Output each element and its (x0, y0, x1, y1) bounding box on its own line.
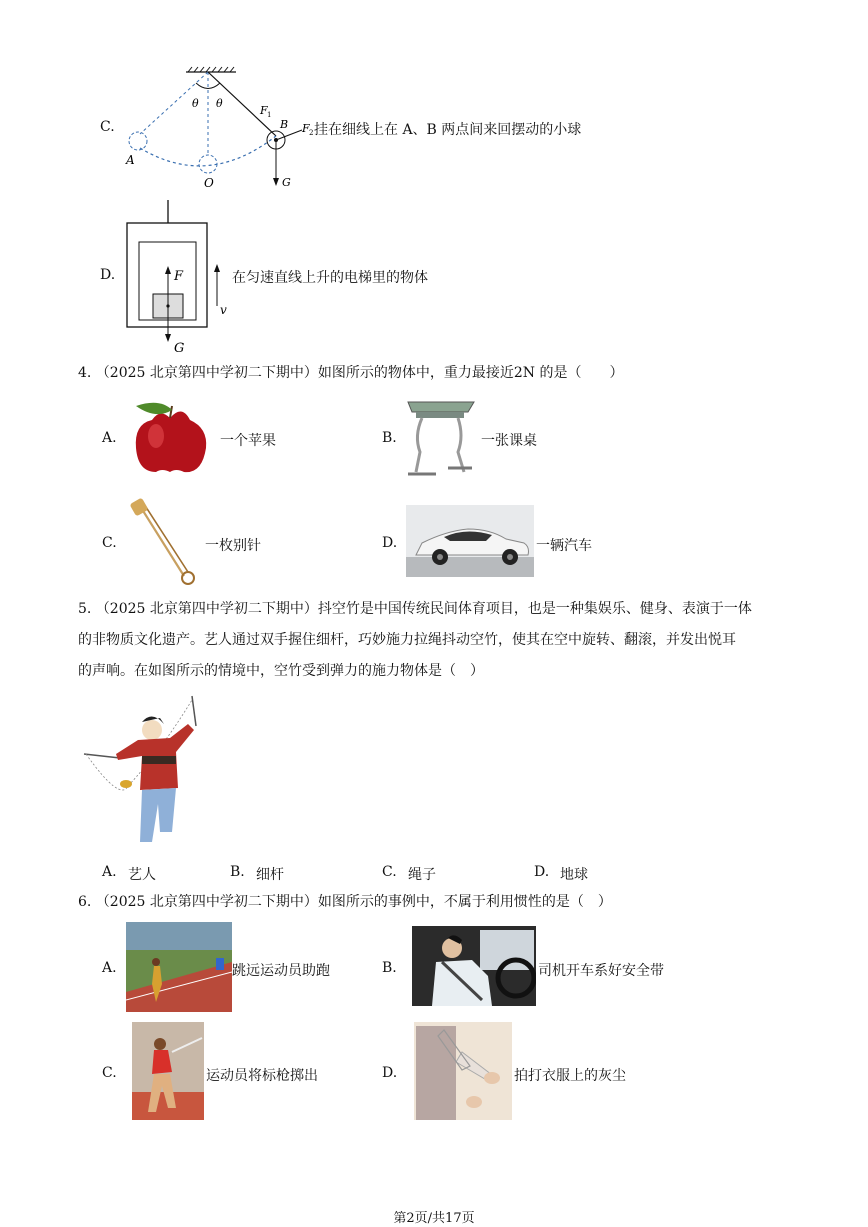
long-jump-image (126, 922, 232, 1012)
q5-option-a-label: A. (102, 864, 117, 880)
javelin-throw-image (132, 1022, 204, 1120)
q5-line-2: 的非物质文化遗产。艺人通过双手握住细杆，巧妙施力拉绳抖动空竹，使其在空中旋转、翻滚，并发出悦耳 (78, 632, 736, 648)
q4-option-a-label: A. (102, 430, 117, 446)
q4-option-d-text: 一辆汽车 (536, 538, 592, 554)
q4-option-d-label: D. (382, 535, 398, 551)
label-f1-sub: 1 (267, 111, 272, 119)
label-g: G (282, 176, 291, 189)
option-c-label: C. (100, 119, 115, 135)
label-o: O (204, 176, 214, 190)
label-f1: F (260, 104, 268, 117)
safety-pin-image (126, 496, 202, 588)
theta1: θ (192, 97, 199, 110)
q5-option-c-label: C. (382, 864, 397, 880)
car-image (406, 505, 534, 577)
label-g: G (174, 341, 185, 356)
diabolo-performer-image (80, 692, 210, 854)
q6-option-b-text: 司机开车系好安全带 (538, 963, 664, 979)
q4-option-c-label: C. (102, 535, 117, 551)
beating-dust-image (414, 1022, 512, 1120)
q6-option-b-label: B. (382, 960, 397, 976)
q6-option-d-label: D. (382, 1065, 398, 1081)
q4-option-b-label: B. (382, 430, 397, 446)
q6-option-c-label: C. (102, 1065, 117, 1081)
driver-seatbelt-image (412, 926, 536, 1006)
q5-option-c-text: 绳子 (408, 867, 436, 883)
label-f2: F (302, 122, 310, 135)
q4-option-a-text: 一个苹果 (220, 433, 276, 449)
label-a: A (126, 153, 135, 167)
q6-option-c-text: 运动员将标枪掷出 (206, 1068, 318, 1084)
q5-option-b-text: 细杆 (256, 867, 284, 883)
q4-option-c-text: 一枚别针 (205, 538, 261, 554)
question-5 (78, 594, 798, 687)
q5-option-d-label: D. (534, 864, 550, 880)
q5-option-d-text: 地球 (560, 867, 588, 883)
q6-option-a-label: A. (102, 960, 117, 976)
q5-option-b-label: B. (230, 864, 245, 880)
label-f2-sub: 2 (309, 129, 314, 137)
theta2: θ (216, 97, 223, 110)
pendulum-diagram (118, 64, 318, 194)
question-6: 6. （2025 北京第四中学初二下期中）如图所示的事例中，不属于利用惯性的是（ ） (78, 894, 612, 910)
option-d-text: 在匀速直线上升的电梯里的物体 (232, 270, 428, 286)
option-c-text: 挂在细线上在 A、B 两点间来回摆动的小球 (314, 122, 582, 138)
q6-option-d-text: 拍打衣服上的灰尘 (514, 1068, 626, 1084)
desk-image (402, 396, 478, 480)
q5-line-1: 5. （2025 北京第四中学初二下期中）抖空竹是中国传统民间体育项目，也是一种集娱乐、健身、表演于一体 (78, 601, 752, 617)
page-footer: 第2页/共17页 (393, 1211, 475, 1226)
option-d-label: D. (100, 267, 116, 283)
q5-line-3: 的声响。在如图所示的情境中，空竹受到弹力的施力物体是（ ） (78, 663, 484, 679)
apple-image (130, 398, 212, 478)
label-v: v (220, 303, 227, 317)
question-4: 4. （2025 北京第四中学初二下期中）如图所示的物体中，重力最接近2N 的是（ ） (78, 365, 624, 381)
q6-option-a-text: 跳远运动员助跑 (232, 963, 330, 979)
elevator-diagram (124, 198, 234, 358)
label-f: F (174, 269, 184, 284)
label-b: B (280, 118, 289, 131)
q5-option-a-text: 艺人 (128, 867, 156, 883)
q4-option-b-text: 一张课桌 (481, 433, 537, 449)
